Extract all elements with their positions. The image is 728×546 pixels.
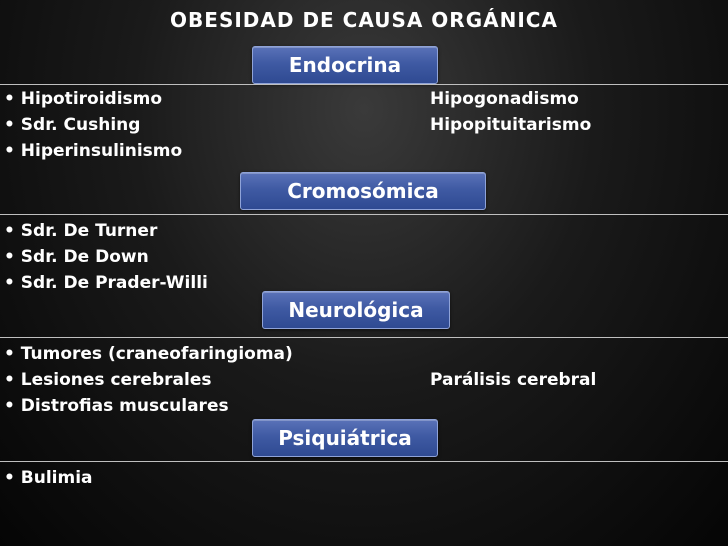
section-left-list bbox=[4, 86, 182, 164]
section-left-list bbox=[4, 218, 208, 296]
section-badge-cromosomica bbox=[240, 172, 486, 210]
section-divider bbox=[0, 461, 728, 462]
section-right-list bbox=[430, 341, 596, 393]
list-item: • Sdr. De Turner bbox=[4, 221, 158, 241]
list-item: • Sdr. Cushing bbox=[4, 115, 141, 135]
section-left-list bbox=[4, 341, 293, 419]
section-heading: Cromosómica bbox=[287, 179, 439, 203]
list-item bbox=[430, 341, 596, 367]
section-right-list bbox=[430, 86, 591, 138]
section-badge-endocrina bbox=[252, 46, 438, 84]
list-item: • Distrofias musculares bbox=[4, 396, 229, 416]
section-divider bbox=[0, 337, 728, 338]
list-item: • Sdr. De Prader-Willi bbox=[4, 273, 208, 293]
section-divider bbox=[0, 84, 728, 85]
slide-title: OBESIDAD DE CAUSA ORGÁNICA bbox=[170, 8, 558, 32]
section-divider bbox=[0, 214, 728, 215]
list-item: • Sdr. De Down bbox=[4, 247, 149, 267]
section-badge-neurologica bbox=[262, 291, 450, 329]
section-left-list bbox=[4, 465, 93, 491]
list-item: • Bulimia bbox=[4, 468, 93, 488]
list-item: • Hiperinsulinismo bbox=[4, 141, 183, 161]
section-heading: Neurológica bbox=[288, 298, 424, 322]
list-item: Parálisis cerebral bbox=[430, 370, 597, 390]
list-item: • Lesiones cerebrales bbox=[4, 370, 212, 390]
list-item: Hipogonadismo bbox=[430, 89, 579, 109]
section-badge-psiquiatrica bbox=[252, 419, 438, 457]
section-heading: Endocrina bbox=[288, 53, 402, 77]
list-item: • Hipotiroidismo bbox=[4, 89, 163, 109]
section-heading: Psiquiátrica bbox=[278, 426, 412, 450]
list-item: • Tumores (craneofaringioma) bbox=[4, 344, 293, 364]
list-item: Hipopituitarismo bbox=[430, 115, 592, 135]
